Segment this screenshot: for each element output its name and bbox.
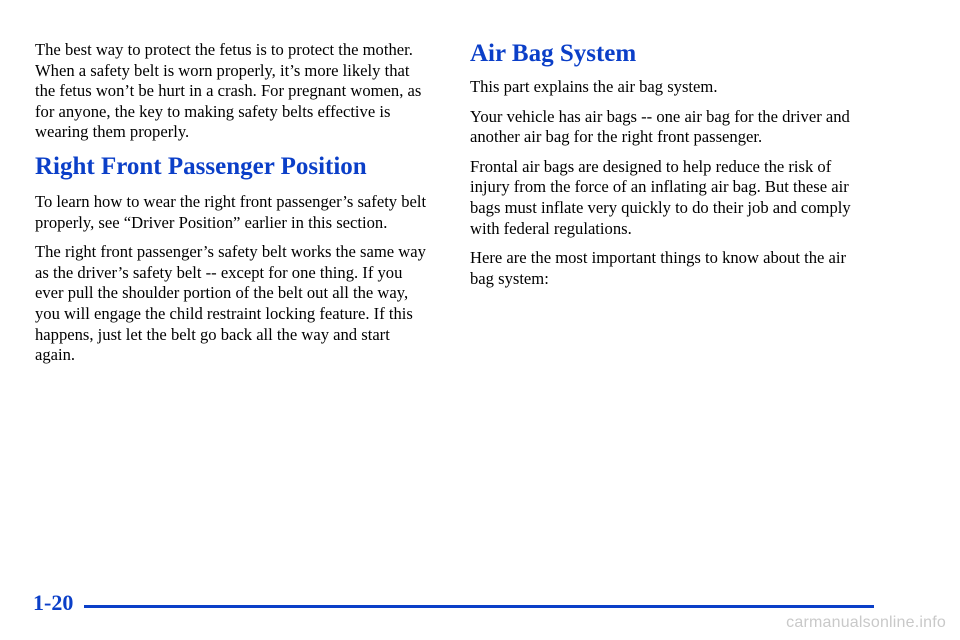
section-heading-right-front-passenger: Right Front Passenger Position — [35, 152, 367, 180]
section-heading-air-bag-system: Air Bag System — [470, 40, 637, 67]
right-column — [470, 40, 870, 298]
page-number: 1-20 — [33, 590, 74, 615]
airbag-paragraph-2: Your vehicle has air bags -- one air bag for the driver and another air bag for the right front passenger. — [470, 106, 850, 147]
watermark-text: carmanualsonline.info — [786, 614, 946, 631]
passenger-paragraph-1: To learn how to wear the right front passenger’s safety belt properly, see “Driver Position” earlier in this section. — [35, 191, 427, 232]
intro-paragraph: The best way to protect the fetus is to protect the mother. When a safety belt is worn properly, it’s more likely that the fetus won’t be hurt in a crash. For pregnant women, as for anyone, the key to making safety belts effective is wearing them properly. — [35, 40, 422, 142]
footer-divider — [84, 605, 874, 608]
airbag-paragraph-1: This part explains the air bag system. — [470, 77, 718, 96]
passenger-paragraph-2: The right front passenger’s safety belt works the same way as the driver’s safety belt -- except for one thing. If you ever pull the shoulder portion of the belt out all the way, you will engage the child restraint locking feature. If this happens, just let the belt go back all the way and start again. — [35, 242, 426, 365]
left-column — [35, 40, 431, 375]
airbag-paragraph-4: Here are the most important things to know about the air bag system: — [470, 248, 847, 288]
airbag-paragraph-3: Frontal air bags are designed to help reduce the risk of injury from the force of an inflating air bag. But these air bags must inflate very quickly to do their job and comply with federal regulations. — [470, 156, 851, 238]
